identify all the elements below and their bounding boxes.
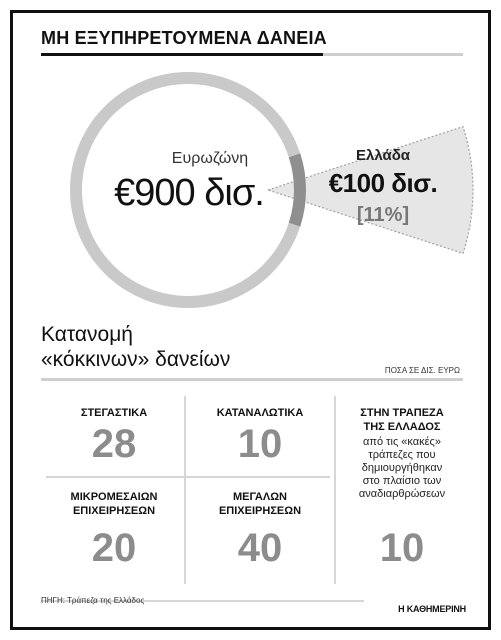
cell-sme-head-line-1: ΜΙΚΡΟΜΕΣΑΙΩΝ: [70, 491, 158, 503]
grid-divider-vertical-2: [334, 396, 336, 584]
grid-divider-vertical-1: [184, 396, 186, 584]
cell-large-business-head-line-2: ΕΠΙΧΕΙΡΗΣΕΩΝ: [218, 505, 302, 517]
cell-consumer-value: 10: [237, 422, 283, 466]
grid-divider-horizontal: [46, 476, 330, 478]
breakdown-title-line-1: Κατανομή: [41, 323, 133, 346]
cell-sme-head: [46, 490, 182, 518]
breakdown-rule: [41, 378, 463, 381]
note-line-3: δημιουργήθηκαν: [361, 462, 443, 474]
cell-consumer-head: [190, 406, 330, 420]
note-line-5: αναδιαρθρώσεων: [358, 488, 446, 500]
cell-bank-of-greece-head-line-2: ΤΗΣ ΕΛΛΑΔΟΣ: [363, 421, 441, 433]
note-line-4: στο πλαίσιο των: [362, 475, 442, 487]
breakdown-title-line-2: «κόκκινων» δανείων: [41, 348, 231, 371]
cell-housing-head-line-1: ΣΤΕΓΑΣΤΙΚΑ: [80, 407, 148, 419]
units-label: ΠΟΣΑ ΣΕ ΔΙΣ. ΕΥΡΩ: [384, 366, 460, 375]
source-note: ΠΗΓΗ: Τράπεζα της Ελλάδος: [41, 596, 145, 605]
cell-bank-of-greece-value: 10: [379, 526, 425, 570]
cell-sme-value: 20: [91, 526, 137, 570]
eurozone-value: €900 δισ.: [114, 172, 264, 214]
eurozone-label: Ευρωζώνη: [171, 150, 249, 167]
cell-bank-of-greece-head-line-1: ΣΤΗΝ ΤΡΑΠΕΖΑ: [360, 407, 444, 419]
cell-large-business-head: [190, 490, 330, 518]
infographic-title: ΜΗ ΕΞΥΠΗΡΕΤΟΥΜΕΝΑ ΔΑΝΕΙΑ: [41, 28, 327, 48]
greece-share: [11%]: [356, 204, 410, 226]
publisher-logo: Η ΚΑΘΗΜΕΡΙΝΗ: [398, 604, 466, 614]
cell-bank-of-greece-head: [340, 406, 464, 434]
greece-label: Ελλάδα: [355, 147, 411, 164]
cell-large-business-head-line-1: ΜΕΓΑΛΩΝ: [233, 491, 287, 503]
note-line-2: τράπεζες που: [368, 449, 436, 461]
greece-value: €100 δισ.: [328, 168, 438, 198]
cell-consumer-head-line-1: ΚΑΤΑΝΑΛΩΤΙΚΑ: [216, 407, 304, 419]
cell-large-business-value: 40: [237, 526, 283, 570]
cell-housing-value: 28: [91, 422, 137, 466]
breakdown-title: [41, 322, 230, 372]
note-line-1: από τις «κακές»: [363, 436, 441, 448]
cell-sme-head-line-2: ΕΠΙΧΕΙΡΗΣΕΩΝ: [72, 505, 156, 517]
slice-greece-origin-arc: [295, 155, 300, 224]
cell-bank-of-greece-note: [340, 436, 464, 501]
cell-housing-head: [46, 406, 182, 420]
